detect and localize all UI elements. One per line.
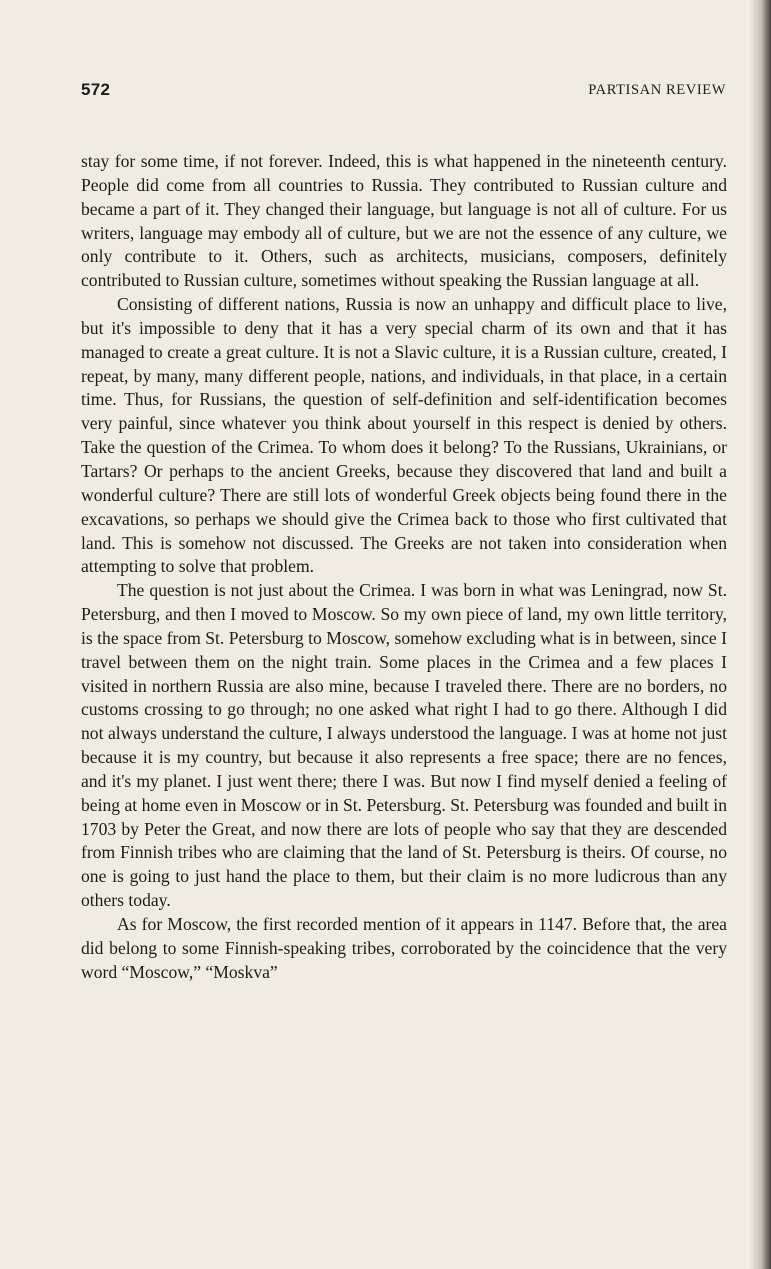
body-text bbox=[81, 150, 727, 985]
page-number: 572 bbox=[81, 80, 111, 99]
paragraph-4: As for Moscow, the first recorded mention of it appears in 1147. Before that, the area did belong to some Finnish-speaking tribes, corroborated by the coincidence that the very word “Moscow,” “Moskva” bbox=[81, 914, 727, 982]
page-header bbox=[81, 80, 726, 104]
running-head: PARTISAN REVIEW bbox=[588, 82, 726, 98]
paragraph-1: stay for some time, if not forever. Indeed, this is what happened in the nineteenth century. People did come from all countries to Russia. They contributed to Russian culture and became a part of it. They changed their language, but language is not all of culture. For us writers, language may embody all of culture, but we are not the essence of any culture, we only contribute to it. Others, such as architects, musicians, composers, definitely contributed to Russian culture, sometimes without speaking the Russian language at all. bbox=[81, 151, 727, 291]
paragraph-3: The question is not just about the Crimea. I was born in what was Leningrad, now St. Petersburg, and then I moved to Moscow. So my own piece of land, my own little territory, is the space from St. Petersburg to Moscow, somehow excluding what is in between, since I travel between them on the night train. Some places in the Crimea and a few places I visited in northern Russia are also mine, because I traveled there. There are no borders, no customs crossing to go through; no one asked what right I had to go there. Although I did not always understand the culture, I always understood the language. I was at home not just because it is my country, but because it also represents a free space; there are no fences, and it's my planet. I just went there; there I was. But now I find myself denied a feeling of being at home even in Moscow or in St. Petersburg. St. Petersburg was founded and built in 1703 by Peter the Great, and now there are lots of people who say that they are descended from Finnish tribes who are claiming that the land of St. Petersburg is theirs. Of course, no one is going to just hand the place to them, but their claim is no more ludicrous than any others today. bbox=[81, 580, 727, 911]
page-edge-shadow bbox=[749, 0, 771, 1269]
paragraph-2: Consisting of different nations, Russia is now an unhappy and difficult place to live, but it's impossible to deny that it has a very special charm of its own and that it has managed to create a great culture. It is not a Slavic culture, it is a Russian culture, created, I repeat, by many, many different people, nations, and individuals, in that place, in a certain time. Thus, for Russians, the question of self-definition and self-identification becomes very painful, since whatever you think about yourself in this respect is denied by others. Take the question of the Crimea. To whom does it belong? To the Russians, Ukrainians, or Tartars? Or perhaps to the ancient Greeks, because they discovered that land and built a wonderful culture? There are still lots of wonderful Greek objects being found there in the excavations, so perhaps we should give the Crimea back to those who first cultivated that land. This is somehow not discussed. The Greeks are not taken into consideration when attempting to solve that problem. bbox=[81, 294, 727, 577]
